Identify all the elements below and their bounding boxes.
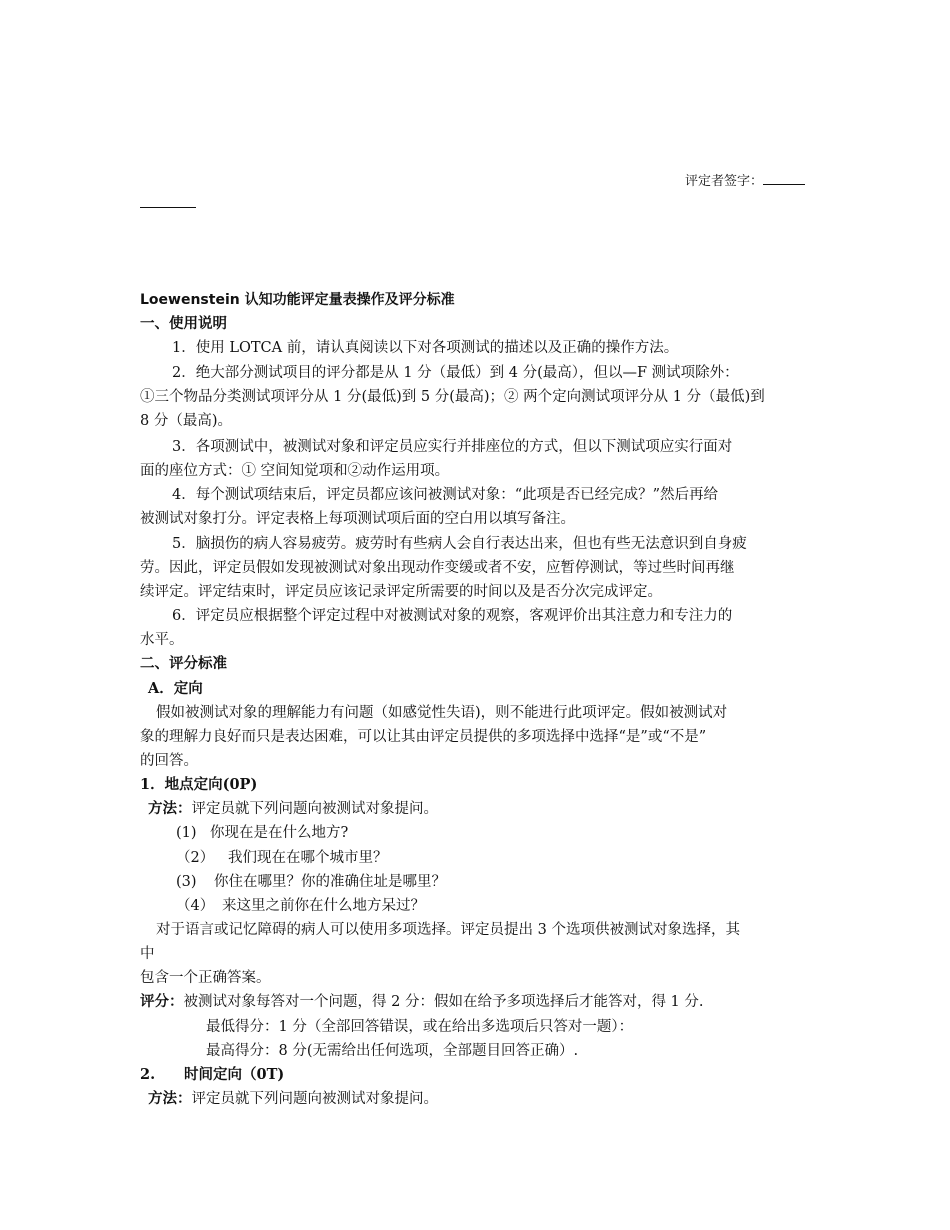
question-number: （2） [176,850,215,866]
orientation-intro-line-2: 象的理解力良好而只是表达困难，可以让其由评定员提供的多项选择中选择“是”或“不是” [140,729,707,745]
section-heading-usage: 一、使用说明 [140,315,227,332]
orientation-intro-line-3: 的回答。 [140,753,198,769]
usage-item-2-line-1: 2．绝大部分测试项目的评分都是从 1 分（最低）到 4 分(最高），但以—F 测试项除外： [172,365,739,381]
score-label: 评分： [140,993,184,1010]
question-text: 你住在哪里？你的准确住址是哪里？ [214,874,446,890]
usage-item-4-line-1: 4．每个测试项结束后，评定员都应该问被测试对象：“此项是否已经完成？”然后再给 [172,487,719,503]
place-orientation-heading: 1．地点定向(0P) [140,776,258,793]
question-number: （4） [176,898,215,914]
time-orientation-heading [140,1063,284,1087]
min-score: 最低得分：1 分（全部回答错误，或在给出多选项后只答对一题）： [206,1019,634,1035]
time-method [148,1087,438,1111]
method-label: 方法： [148,800,192,817]
aphasia-note-line-2: 中 [140,946,155,962]
aphasia-note-line-3: 包含一个正确答案。 [140,970,271,986]
usage-item-5-line-1: 5．脑损伤的病人容易疲劳。疲劳时有些病人会自行表达出来，但也有些无法意识到自身疲 [172,536,747,552]
document-title: Loewenstein 认知功能评定量表操作及评分标准 [140,292,455,308]
usage-item-1: 1．使用 LOTCA 前，请认真阅读以下对各项测试的描述以及正确的操作方法。 [172,340,679,356]
time-heading-number: 2. [140,1066,156,1083]
method-text: 评定员就下列问题向被测试对象提问。 [191,801,438,817]
place-method [148,797,438,821]
question-4 [176,894,425,918]
question-1 [176,821,348,845]
scoring-rule [140,990,704,1014]
usage-item-4-line-2: 被测试对象打分。评定表格上每项测试项后面的空白用以填写备注。 [140,511,575,527]
usage-item-5-line-3: 续评定。评定结束时，评定员应该记录评定所需要的时间以及是否分次完成评定。 [140,584,662,600]
method-text: 评定员就下列问题向被测试对象提问。 [191,1091,438,1107]
signature-underline [763,172,805,185]
question-number: (1) [176,825,197,841]
usage-item-3-line-2: 面的座位方式：① 空间知觉项和②动作运用项。 [140,463,450,479]
method-label: 方法： [148,1090,192,1107]
orientation-intro-line-1: 假如被测试对象的理解能力有问题（如感觉性失语)，则不能进行此项评定。假如被测试对 [156,705,728,721]
question-text: 来这里之前你在什么地方呆过？ [222,898,425,914]
aphasia-note-line-1: 对于语言或记忆障碍的病人可以使用多项选择。评定员提出 3 个选项供被测试对象选择，其 [156,922,740,938]
signature-underline-continued [140,195,196,208]
subsection-orientation: A．定向 [148,680,203,697]
usage-item-2-line-3: 8 分（最高)。 [140,413,232,429]
question-text: 我们现在在哪个城市里？ [228,850,388,866]
usage-item-2-line-2: ①三个物品分类测试项评分从 1 分(最低)到 5 分(最高)；② 两个定向测试项评分从 1 分（最低)到 [140,389,765,405]
score-text: 被测试对象每答对一个问题，得 2 分：假如在给予多项选择后才能答对，得 1 分. [183,994,704,1010]
section-heading-scoring: 二、评分标准 [140,655,227,672]
time-heading-text: 时间定向（0T) [184,1066,285,1083]
max-score: 最高得分：8 分(无需给出任何选项，全部题目回答正确）. [206,1043,579,1059]
question-number: (3) [176,874,197,890]
signature-label: 评定者签字： [685,174,764,189]
question-2 [176,846,388,870]
usage-item-3-line-1: 3．各项测试中，被测试对象和评定员应实行并排座位的方式，但以下测试项应实行面对 [172,439,733,455]
question-3 [176,870,446,894]
usage-item-6-line-1: 6．评定员应根据整个评定过程中对被测试对象的观察，客观评价出其注意力和专注力的 [172,608,733,624]
question-text: 你现在是在什么地方? [210,825,349,841]
signature-line [685,170,805,189]
usage-item-6-line-2: 水平。 [140,632,184,648]
usage-item-5-line-2: 劳。因此，评定员假如发现被测试对象出现动作变缓或者不安，应暂停测试，等过些时间再继 [140,560,735,576]
